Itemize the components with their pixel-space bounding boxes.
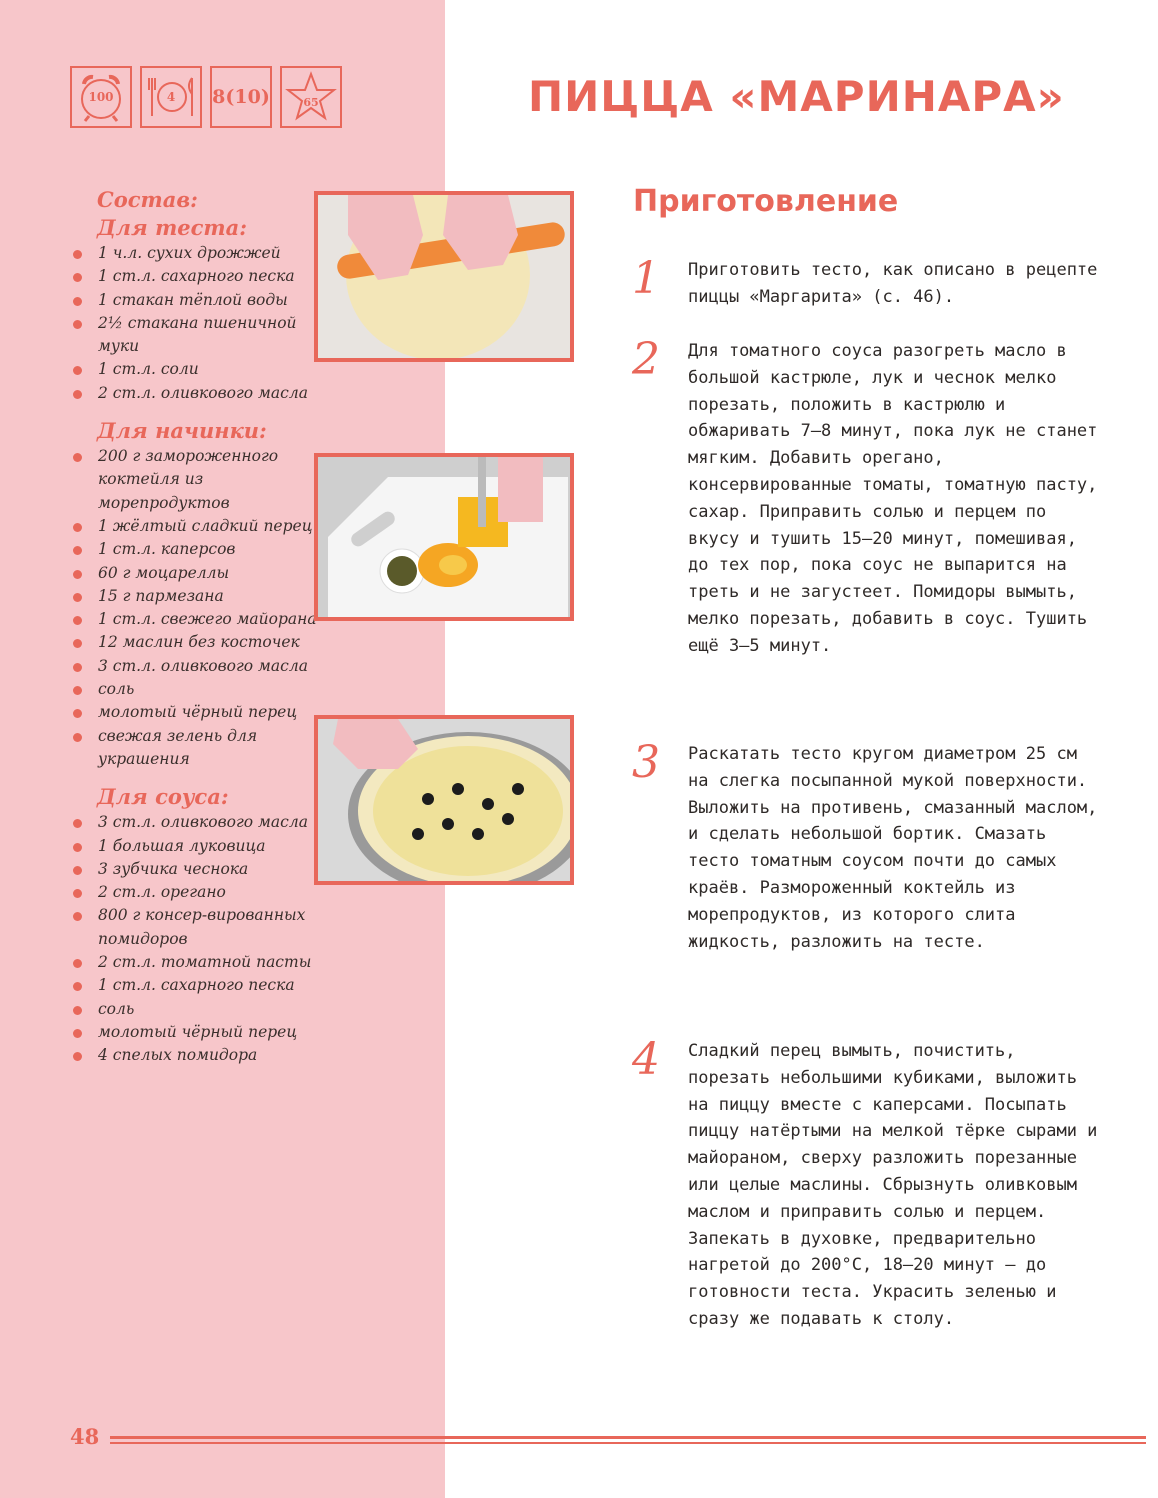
list-item: 1 жёлтый сладкий перец: [72, 515, 332, 538]
page-number: 48: [70, 1424, 100, 1449]
plate-icon: [140, 66, 202, 128]
list-item: 2 ст.л. оливкового масла: [72, 382, 332, 405]
sauce-list: [72, 811, 332, 1067]
step-number: 1: [632, 253, 660, 304]
list-item: 1 большая луковица: [72, 835, 332, 858]
ingredients-title: Состав:: [97, 187, 198, 212]
calories-value: 65: [303, 95, 319, 109]
list-item: 15 г пармезана: [72, 585, 332, 608]
list-item: 1 ст.л. соли: [72, 358, 332, 381]
list-item: 4 спелых помидора: [72, 1044, 332, 1067]
preparation-title: Приготовление: [633, 184, 899, 219]
dough-title: Для теста:: [97, 215, 248, 240]
list-item: соль: [72, 998, 332, 1021]
list-item: молотый чёрный перец: [72, 701, 332, 724]
step-text: Раскатать тесто кругом диаметром 25 см на слегка посыпанной мукой поверхности. Выложить на противень, смазанный маслом, и сделать небольшой бортик. Смазать тесто томатным соусом почти до самых краёв. Размороженный коктейль из морепродуктов, из которого слита жидкость, разложить на тесте.: [688, 744, 1098, 952]
footer-rule: [110, 1436, 1146, 1439]
filling-list: [72, 445, 332, 771]
step-number: 3: [632, 737, 660, 788]
dough-list: [72, 242, 332, 405]
list-item: 60 г моцареллы: [72, 562, 332, 585]
time-value: 100: [88, 90, 114, 104]
list-item: 2 ст.л. томатной пасты: [72, 951, 332, 974]
recipe-title: ПИЦЦА «МАРИНАРА»: [528, 72, 1065, 121]
footer-rule: [110, 1442, 1146, 1444]
pizza-assembly-photo: [314, 715, 574, 885]
list-item: свежая зелень для украшения: [72, 725, 332, 772]
ingredients: [72, 186, 332, 1080]
sauce-title: Для соуса:: [97, 784, 229, 810]
pepper-cutting-photo: [314, 453, 574, 621]
list-item: 12 маслин без косточек: [72, 631, 332, 654]
step-text: Приготовить тесто, как описано в рецепте пиццы «Маргарита» (с. 46).: [688, 260, 1098, 307]
dough-rolling-photo: [314, 191, 574, 362]
list-item: 3 ст.л. оливкового масла: [72, 655, 332, 678]
plates-value: 4: [166, 90, 176, 104]
list-item: 200 г замороженного коктейля из морепродуктов: [72, 445, 332, 515]
list-item: 3 зубчика чеснока: [72, 858, 332, 881]
step-number: 4: [632, 1034, 660, 1085]
list-item: 1 ст.л. свежего майорана: [72, 608, 332, 631]
servings-value: 8(10): [212, 86, 270, 108]
list-item: 1 ст.л. сахарного песка: [72, 974, 332, 997]
clock-icon: [70, 66, 132, 128]
list-item: молотый чёрный перец: [72, 1021, 332, 1044]
step-text: Для томатного соуса разогреть масло в большой кастрюле, лук и чеснок мелко порезать, положить в кастрюлю и обжаривать 7–8 минут, пока лук не станет мягким. Добавить орегано, консервированные томаты, томатную пасту, сахар. Приправить солью и перцем по вкусу и тушить 15–20 минут, помешивая, до тех пор, пока соус не выпарится на треть и не загустеет. Помидоры вымыть, мелко порезать, добавить в соус. Тушить ещё 3–5 минут.: [688, 341, 1098, 656]
list-item: 800 г консер-вированных помидоров: [72, 904, 332, 951]
list-item: 2½ стакана пшеничной муки: [72, 312, 332, 359]
info-icons: [70, 66, 342, 128]
list-item: 1 стакан тёплой воды: [72, 289, 332, 312]
list-item: 1 ст.л. сахарного песка: [72, 265, 332, 288]
servings-icon: [210, 66, 272, 128]
list-item: 1 ч.л. сухих дрожжей: [72, 242, 332, 265]
star-icon: [280, 66, 342, 128]
filling-title: Для начинки:: [97, 418, 267, 444]
step-text: Сладкий перец вымыть, почистить, порезать небольшими кубиками, выложить на пиццу вместе с каперсами. Посыпать пиццу натёртыми на мелкой тёрке сырами и майораном, сверху разложить порезанные или целые маслины. Сбрызнуть оливковым маслом и приправить солью и перцем. Запекать в духовке, предварительно нагретой до 200°С, 18–20 минут – до готовности теста. Украсить зеленью и сразу же подавать к столу.: [688, 1041, 1098, 1329]
step-number: 2: [632, 334, 660, 385]
list-item: 1 ст.л. каперсов: [72, 538, 332, 561]
list-item: 2 ст.л. орегано: [72, 881, 332, 904]
list-item: соль: [72, 678, 332, 701]
list-item: 3 ст.л. оливкового масла: [72, 811, 332, 834]
